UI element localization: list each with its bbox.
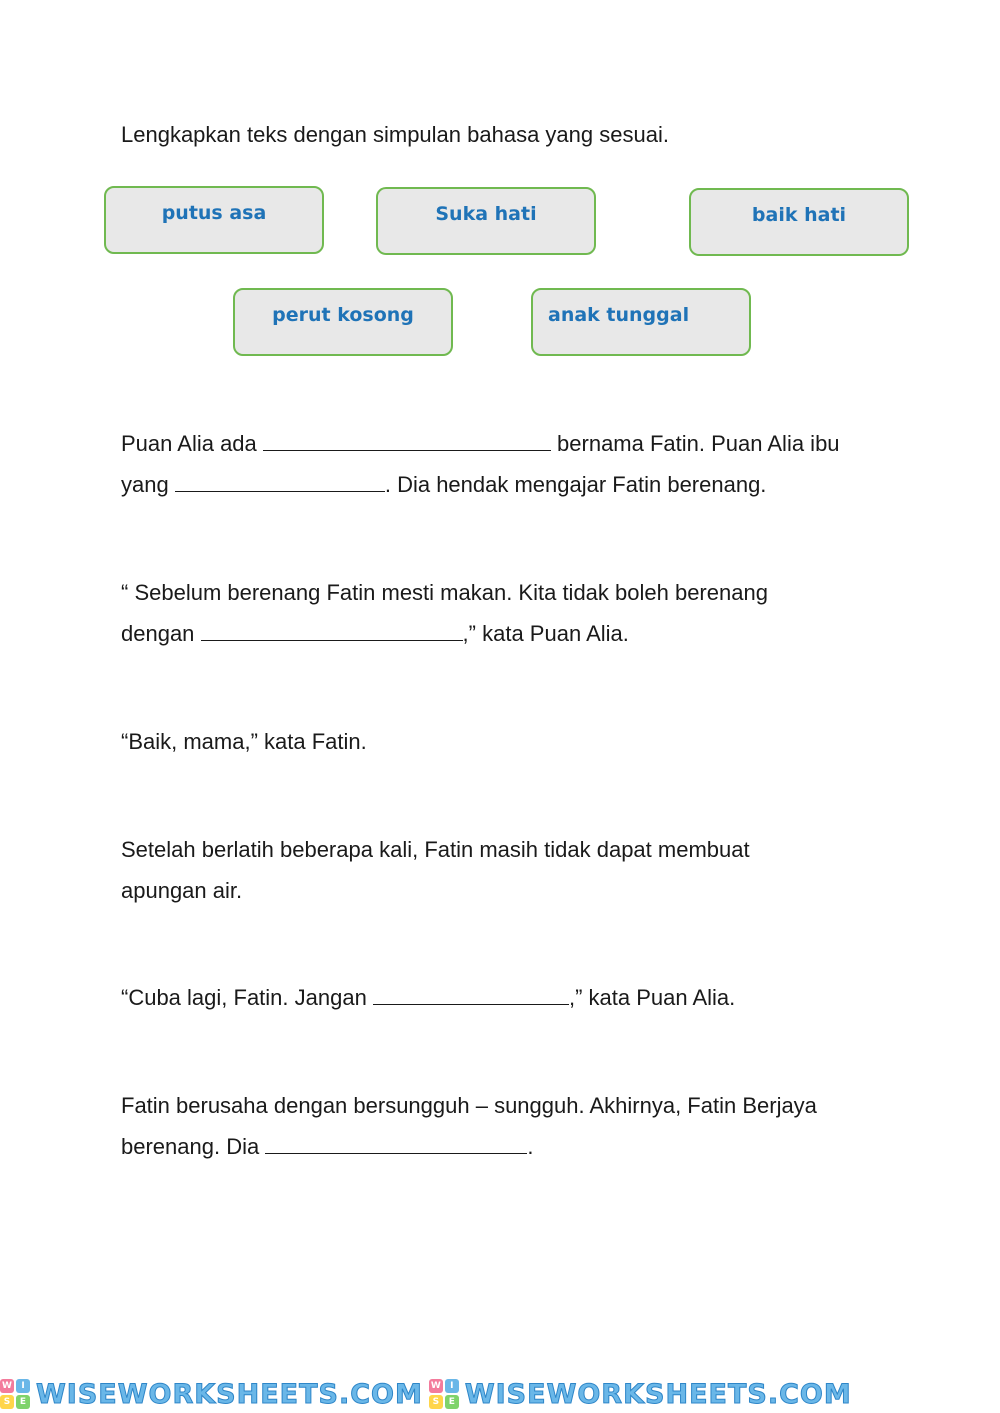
brand-logo-icon [0,1379,30,1409]
logo-tile: S [429,1395,443,1409]
logo-tile: E [16,1395,30,1409]
answer-blank-5[interactable] [265,1131,527,1154]
paragraph-text: “Baik, mama,” kata Fatin. [121,729,367,754]
word-option-label: putus asa [161,202,267,224]
footer-watermark [0,1376,1000,1412]
word-option-label: perut kosong [272,304,414,326]
logo-tile: I [445,1379,459,1393]
paragraph-text: Puan Alia ada [121,431,257,456]
logo-tile: W [429,1379,443,1393]
word-option-baik-hati[interactable] [689,188,909,256]
answer-blank-3[interactable] [201,618,463,641]
word-option-putus-asa[interactable] [104,186,324,254]
word-option-anak-tunggal[interactable] [531,288,751,356]
paragraph-4 [121,829,811,911]
word-option-perut-kosong[interactable] [233,288,453,356]
logo-tile: I [16,1379,30,1393]
answer-blank-4[interactable] [373,982,569,1005]
paragraph-text: Fatin berusaha dengan bersungguh – sungguh. Akhirnya, Fatin Berjaya [121,1093,817,1118]
paragraph-text: yang [121,472,169,497]
brand-watermark [0,1379,423,1410]
brand-logo-icon [429,1379,459,1409]
word-option-label: baik hati [751,204,847,226]
paragraph-text: Setelah berlatih beberapa kali, Fatin masih tidak dapat membuat apungan air. [121,837,750,903]
answer-blank-2[interactable] [175,469,385,492]
instruction-text: Lengkapkan teks dengan simpulan bahasa yang sesuai. [121,122,669,147]
logo-tile: W [0,1379,14,1393]
paragraph-text: ,” kata Puan Alia. [568,985,736,1010]
paragraph-2 [121,572,901,654]
brand-watermark [429,1379,852,1410]
paragraph-text: bernama Fatin. Puan Alia ibu [557,431,840,456]
logo-tile: E [445,1395,459,1409]
paragraph-text: dengan [121,621,195,646]
paragraph-text: “Cuba lagi, Fatin. Jangan [121,985,367,1010]
paragraph-5 [121,977,901,1018]
paragraph-text: ,” kata Puan Alia. [462,621,629,646]
brand-text: WISEWORKSHEETS.COM [36,1378,423,1410]
word-option-suka-hati[interactable] [376,187,596,255]
paragraph-text: . [527,1134,534,1159]
paragraph-3 [121,721,901,762]
word-option-label: anak tunggal [548,304,690,326]
brand-text: WISEWORKSHEETS.COM [464,1378,852,1410]
paragraph-1 [121,423,901,505]
answer-blank-1[interactable] [263,428,551,451]
logo-tile: S [0,1395,14,1409]
word-option-label: Suka hati [435,203,537,225]
paragraph-text: “ Sebelum berenang Fatin mesti makan. Kita tidak boleh berenang [121,580,768,605]
paragraph-text: berenang. Dia [121,1134,260,1159]
paragraph-6 [121,1085,901,1167]
paragraph-text: . Dia hendak mengajar Fatin berenang. [384,472,767,497]
